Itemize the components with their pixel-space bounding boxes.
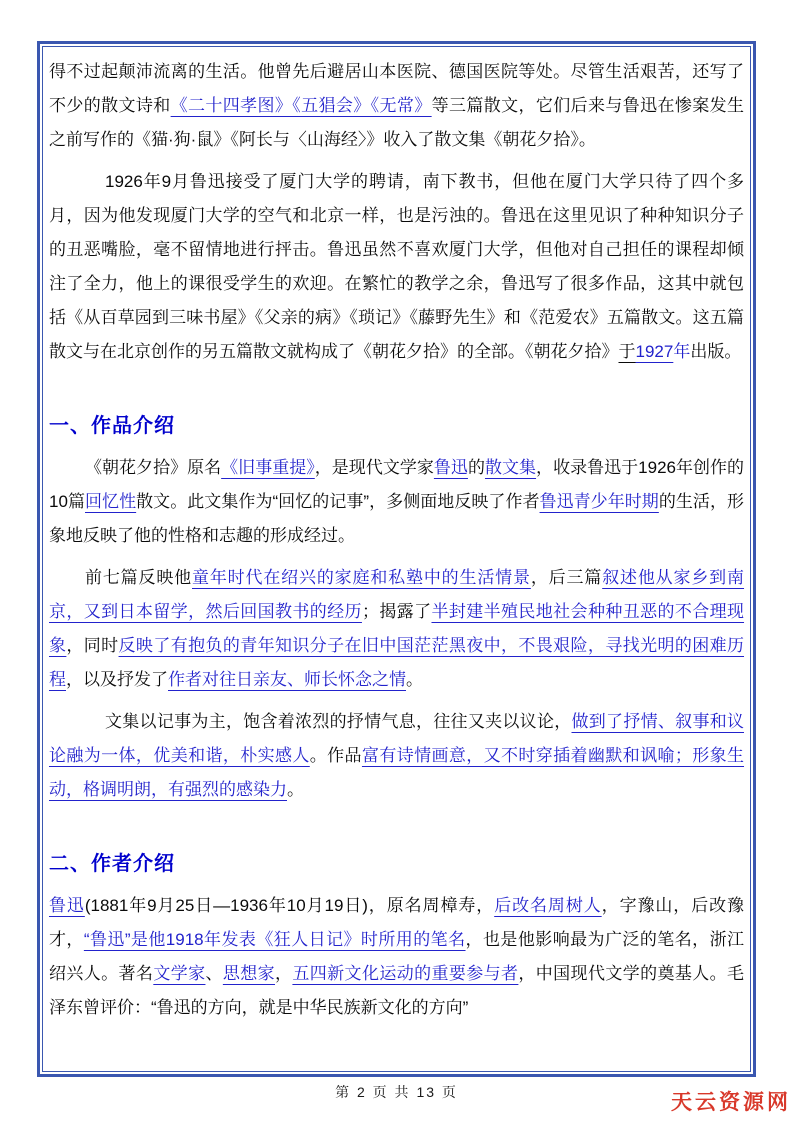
paragraph <box>49 165 744 369</box>
hyperlink-text[interactable]: 《二十四孝图》《五猖会》《无常》 <box>170 96 432 115</box>
text-run: 散文。此文集作为“回忆的记事”，多侧面地反映了作者 <box>136 492 540 511</box>
paragraph <box>49 705 744 807</box>
paragraph <box>49 55 744 157</box>
section-heading: 二、作者介绍 <box>49 853 175 875</box>
hyperlink-text[interactable]: 富有诗情画意，又不时穿插着幽默和讽喻；形象生动，格调明朗，有强烈的感染力 <box>49 746 745 799</box>
text-run: ，同时 <box>66 636 119 655</box>
hyperlink-text[interactable]: 鲁迅青少年时期 <box>539 492 659 511</box>
hyperlink-text[interactable]: 后改名周树人 <box>494 896 602 915</box>
text-run: 文集以记事为主，饱含着浓烈的抒情气息，往往又夹以议论， <box>105 712 572 731</box>
hyperlink-text[interactable]: 《旧事重提》 <box>221 458 315 477</box>
watermark-text: 天云资源网 <box>671 1091 791 1114</box>
text-run: 的生活，形象地反映了他的性格和志趣的形成经过。 <box>49 492 745 545</box>
hyperlink-text[interactable]: 思想家 <box>222 964 276 983</box>
text-run: 。 <box>406 670 423 689</box>
text-run: 1926年9月鲁迅接受了厦门大学的聘请，南下教书，但他在厦门大学只待了四个多月，因为他发现厦门大学的空气和北京一样，也是污浊的。鲁迅在这里见识了种种知识分子的丑恶嘴脸，毫不留情地进行抨击。鲁迅虽然不喜欢厦门大学，但他对自己担任的课程却倾注了全力，他上的课很受学生的欢迎。在繁忙的教学之余，鲁迅写了很多作品，这其中就包括《从百草园到三味书屋》《父亲的病》《琐记》《藤野先生》和《范爱农》五篇散文。这五篇散文与在北京创作的另五篇散文就构成了《朝花夕拾》的全部。《朝花夕拾》 <box>49 172 744 361</box>
text-run: 。作品 <box>309 746 362 765</box>
text-run: ， <box>275 964 293 983</box>
hyperlink-text[interactable]: 半封建半殖民地社会种种丑恶的不合理现象 <box>49 602 745 655</box>
hyperlink-text[interactable]: 回忆性 <box>85 492 137 511</box>
hyperlink-text[interactable]: 五四新文化运动的重要参与者 <box>292 964 519 983</box>
page-number: 第 2 页 共 13 页 <box>335 1084 458 1100</box>
hyperlink-text[interactable]: 年 <box>673 342 691 361</box>
text-run: ，以及抒发了 <box>66 670 168 689</box>
hyperlink-text[interactable]: “鲁迅”是他1918年发表《狂人日记》时所用的笔名 <box>83 930 466 949</box>
text-run: ，中国现代文学的奠基人。毛泽东曾评价：“鲁迅的方向，就是中华民族新文化的方向” <box>49 964 745 1017</box>
paragraph <box>49 561 744 697</box>
text-run: 《朝花夕拾》原名 <box>85 458 222 477</box>
hyperlink-text[interactable]: 1927 <box>635 342 674 361</box>
hyperlink-text[interactable]: 反映了有抱负的青年知识分子在旧中国茫茫黑夜中，不畏艰险，寻找光明的困难历程 <box>49 636 745 689</box>
document-body <box>42 46 751 1072</box>
text-run: ，字豫山，后改豫才， <box>49 896 745 949</box>
hyperlink-text[interactable]: 散文集 <box>484 458 537 477</box>
hyperlink-text[interactable]: 叙述他从家乡到南京，又到日本留学，然后回国教书的经历 <box>49 568 745 621</box>
text-run: 得不过起颠沛流离的生活。他曾先后避居山本医院、德国医院等处。尽管生活艰苦，还写了不少的散文诗和 <box>49 62 744 115</box>
text-run: (1881年9月25日—1936年10月19日)，原名周樟寿， <box>84 896 495 915</box>
text-run: ，收录鲁迅于1926年创作的10篇 <box>49 458 745 511</box>
text-run: 出版。 <box>690 342 742 361</box>
underlined-text: 于 <box>618 342 636 361</box>
paragraph <box>49 451 744 553</box>
text-run: 等三篇散文，它们后来与鲁迅在惨案发生之前写作的《猫·狗·鼠》《阿长与〈山海经〉》收入了散文集《朝花夕拾》。 <box>49 96 744 149</box>
hyperlink-text[interactable]: 鲁迅 <box>49 896 85 915</box>
text-run: ；揭露了 <box>361 602 432 621</box>
text-run: ，也是他影响最为广泛的笔名，浙江绍兴人。著名 <box>49 930 745 983</box>
text-run: 前七篇反映他 <box>85 568 192 587</box>
hyperlink-text[interactable]: 作者对往日亲友、师长怀念之情 <box>168 670 406 689</box>
text-run: 的 <box>467 458 485 477</box>
document-border-frame <box>37 41 756 1077</box>
text-run: 。 <box>287 780 304 799</box>
section-heading: 一、作品介绍 <box>49 415 175 437</box>
hyperlink-text[interactable]: 做到了抒情、叙事和议论融为一体，优美和谐，朴实感人 <box>49 712 744 765</box>
hyperlink-text[interactable]: 童年时代在绍兴的家庭和私塾中的生活情景 <box>192 568 531 587</box>
text-run: ，是现代文学家 <box>314 458 434 477</box>
text-run: ，后三篇 <box>530 568 603 587</box>
hyperlink-text[interactable]: 文学家 <box>153 964 206 983</box>
paragraph <box>49 889 744 1025</box>
text-run: 、 <box>205 964 223 983</box>
hyperlink-text[interactable]: 鲁迅 <box>433 458 468 477</box>
